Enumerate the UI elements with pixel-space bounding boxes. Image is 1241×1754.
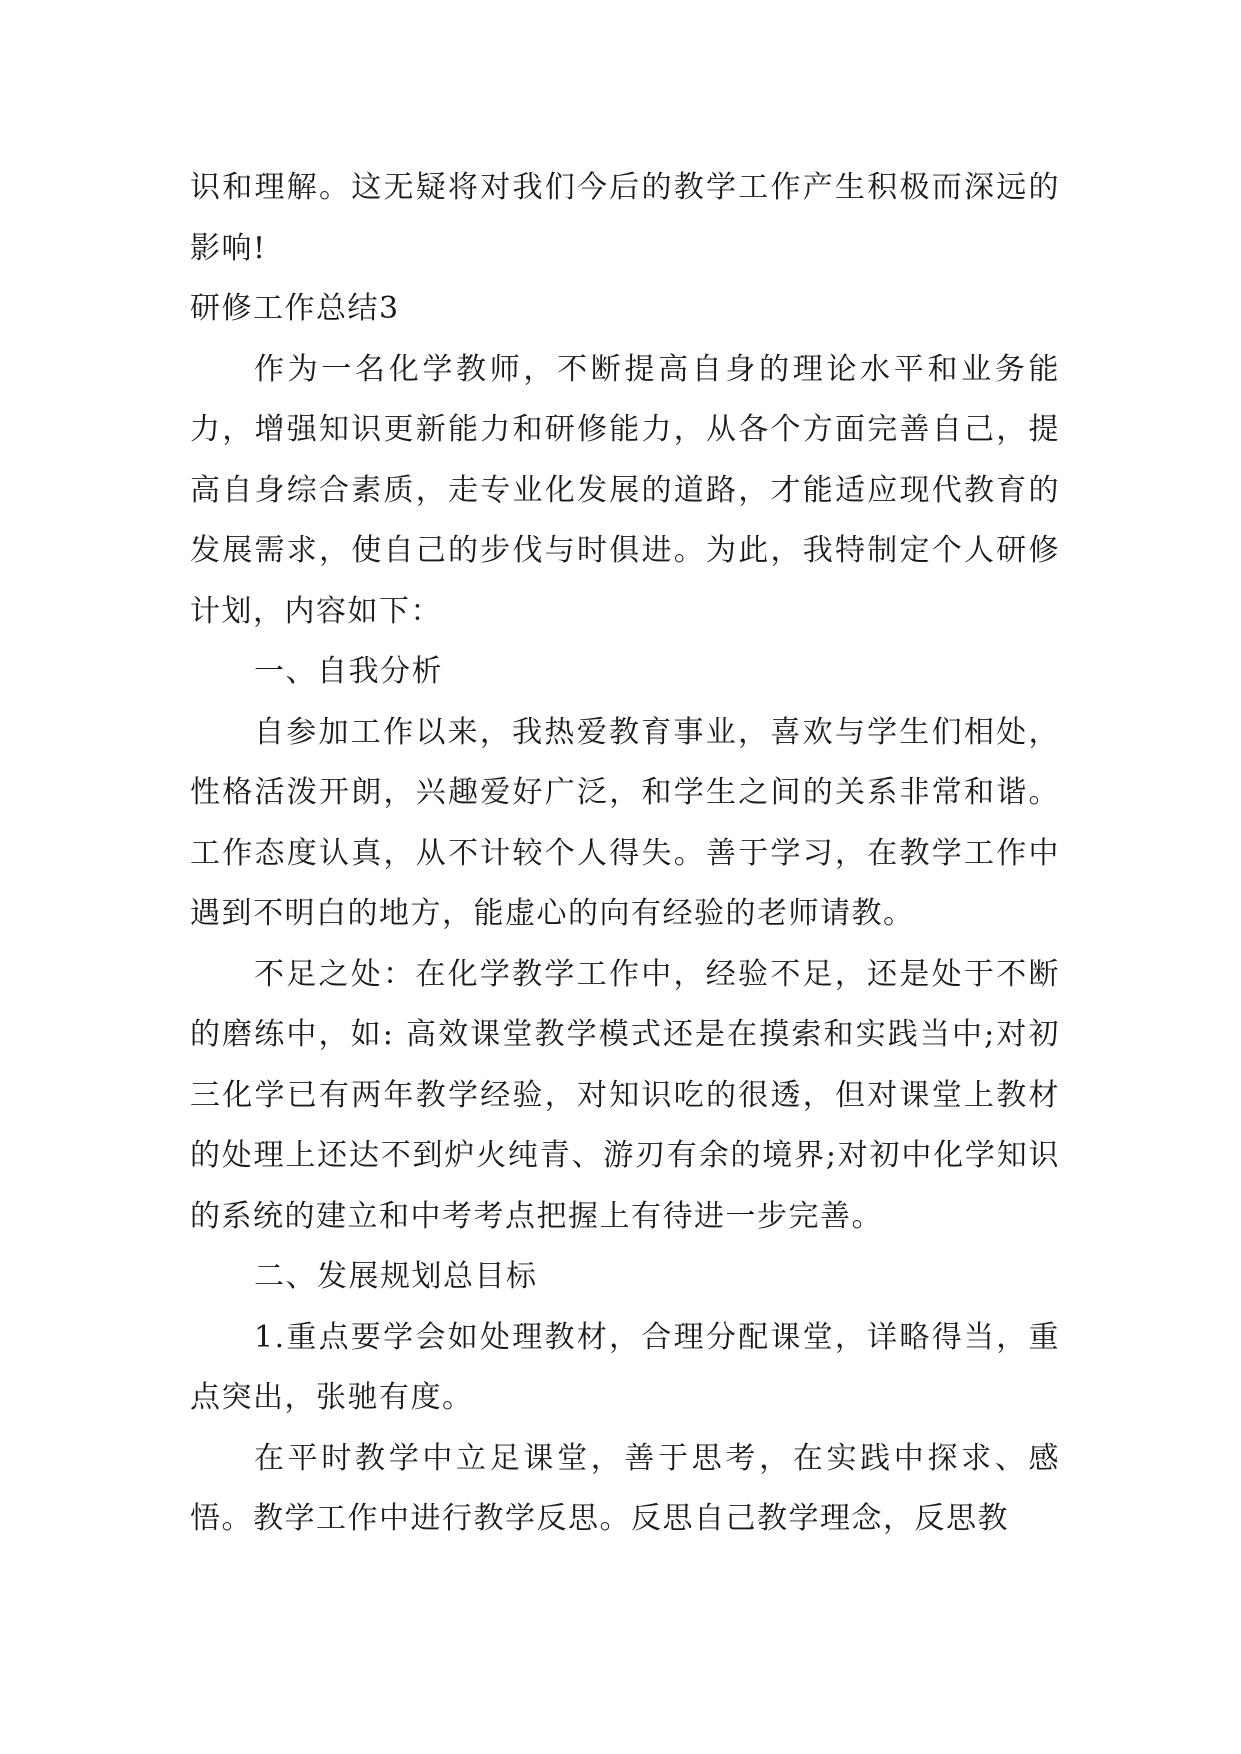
paragraph-continuation: 识和理解。这无疑将对我们今后的教学工作产生积极而深远的影响! xyxy=(190,170,1060,266)
paragraph-goal-1: 1.重点要学会如处理教材，合理分配课堂，详略得当，重点突出，张驰有度。 xyxy=(190,1319,1060,1415)
paragraph-shortcomings: 不足之处：在化学教学工作中，经验不足，还是处于不断的磨练中，如: 高效课堂教学模式还是在摸索和实践当中;对初三化学已有两年教学经验，对知识吃的很透，但对课堂上教材的处理上还达不到炉火纯青、游刃有余的境界;对初中化学知识的系统的建立和中考考点把握上有待进一步完善。 xyxy=(190,956,1060,1234)
heading-self-analysis: 一、自我分析 xyxy=(254,654,443,689)
section-title: 研修工作总结3 xyxy=(190,291,400,326)
paragraph-practice: 在平时教学中立足课堂，善于思考，在实践中探求、感悟。教学工作中进行教学反思。反思自己教学理念，反思教 xyxy=(190,1440,1060,1536)
paragraph-self-analysis: 自参加工作以来，我热爱教育事业，喜欢与学生们相处，性格活泼开朗，兴趣爱好广泛，和学生之间的关系非常和谐。工作态度认真，从不计较个人得失。善于学习，在教学工作中遇到不明白的地方，能虚心的向有经验的老师请教。 xyxy=(190,714,1060,931)
heading-development-goal: 二、发展规划总目标 xyxy=(254,1259,538,1294)
paragraph-intro: 作为一名化学教师，不断提高自身的理论水平和业务能力，增强知识更新能力和研修能力，从各个方面完善自己，提高自身综合素质，走专业化发展的道路，才能适应现代教育的发展需求，使自己的步伐与时俱进。为此，我特制定个人研修计划，内容如下： xyxy=(190,351,1060,629)
document-body xyxy=(190,158,1060,1550)
